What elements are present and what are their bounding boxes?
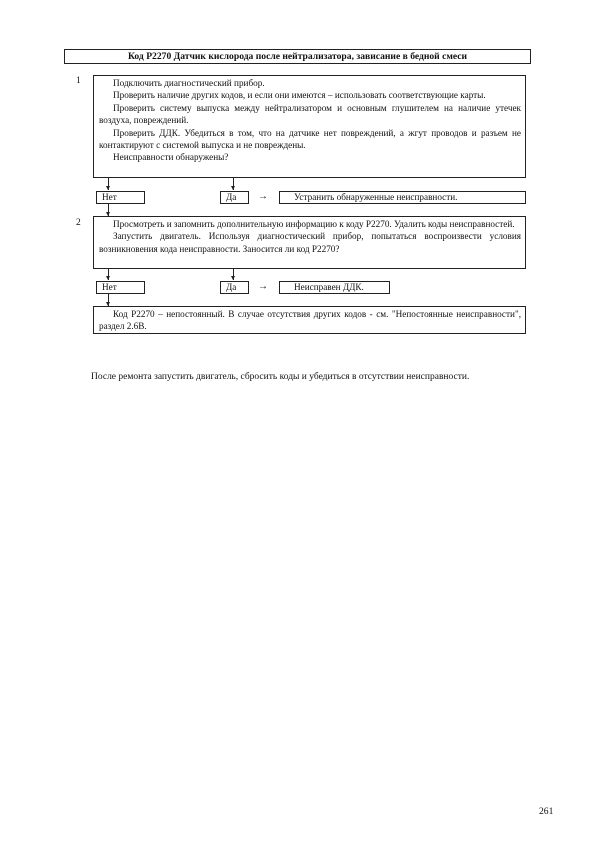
- step-2-question: Запустить двигатель. Используя диагностический прибор, попытаться воспроизвести условия возникновения кода неисправности. Заносится ли код P2270?: [99, 231, 521, 254]
- step-1-yes-result: Устранить обнаруженные неисправности.: [279, 191, 526, 204]
- step-2-no-result-text: Код P2270 – непостоянный. В случае отсутствия других кодов - см. "Непостоянные неисправности", раздел 2.6В.: [99, 309, 521, 332]
- step-2-box: [93, 216, 526, 269]
- step-1-no-box: Нет: [96, 191, 145, 204]
- step-2-no-result: [93, 306, 526, 334]
- footer-note: После ремонта запустить двигатель, сбросить коды и убедиться в отсутствии неисправности.: [91, 372, 470, 382]
- step-1-box: [93, 75, 526, 178]
- step-1-yes-box: Да: [220, 191, 249, 204]
- step-1-paragraph: Подключить диагностический прибор.: [113, 78, 265, 88]
- step-1-paragraph: Проверить ДДК. Убедиться в том, что на датчике нет повреждений, а жгут проводов и разъем не контактируют с системой выпуска и не повреждены.: [99, 127, 521, 151]
- step-2-yes-result: Неисправен ДДК.: [279, 281, 390, 294]
- step-1-paragraph: Проверить систему выпуска между нейтрализатором и основным глушителем на наличие утечек воздуха, повреждений.: [99, 102, 521, 126]
- step-1-question: Неисправности обнаружены?: [113, 152, 229, 163]
- arrow-down-icon: [106, 186, 110, 190]
- step-1-paragraph: Проверить наличие других кодов, и если они имеются – использовать соответствующие карты.: [113, 90, 486, 101]
- arrow-down-icon: [231, 186, 235, 190]
- arrow-down-icon: [231, 276, 235, 280]
- page-number: 261: [539, 806, 554, 817]
- arrow-right-icon: →: [258, 281, 268, 292]
- page-title: Код P2270 Датчик кислорода после нейтрализатора, зависание в бедной смеси: [64, 49, 531, 64]
- step-2-yes-box: Да: [220, 281, 249, 294]
- step-2-no-box: Нет: [96, 281, 145, 294]
- step-2-paragraph: Просмотреть и запомнить дополнительную информацию к коду P2270. Удалить коды неисправностей.: [113, 219, 515, 229]
- arrow-down-icon: [106, 276, 110, 280]
- step-2-number: 2: [76, 218, 81, 228]
- step-1-number: 1: [76, 76, 81, 86]
- arrow-right-icon: →: [258, 191, 268, 202]
